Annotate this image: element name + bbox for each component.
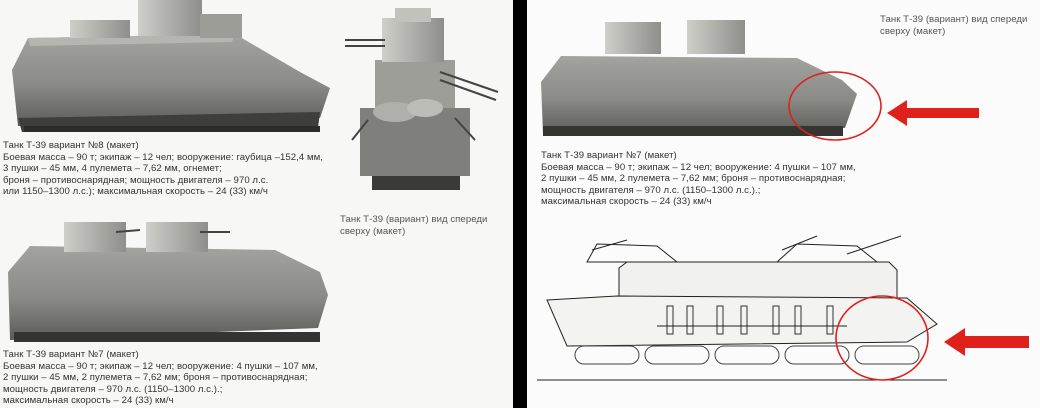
tank-photo-v8 bbox=[12, 0, 330, 132]
left-scan-page bbox=[0, 0, 513, 408]
right-scan-page bbox=[527, 0, 1040, 408]
panel-divider bbox=[513, 0, 527, 408]
tank-photo-v7 bbox=[8, 222, 328, 342]
arrow-right-icon bbox=[887, 100, 979, 126]
tank-line-drawing bbox=[537, 236, 947, 380]
left-photos bbox=[0, 0, 513, 408]
caption-t39-front-left: Танк Т-39 (вариант) вид спереди сверху (макет) bbox=[340, 214, 488, 237]
arrow-right-icon bbox=[944, 328, 1029, 356]
caption-t39-v7-left: Танк Т-39 вариант №7 (макет) Боевая масса – 90 т; экипаж – 12 чел; вооружение: 4 пушки – 107 мм, 2 пушки – 45 мм, 2 пулемета – 7,62 мм; броня – противоснарядная; мощность двигателя – 970 л.с. (1150–1300 л.с.).; максимальная скорость – 24 (33) км/ч bbox=[3, 349, 318, 407]
tank-photo-front bbox=[345, 8, 498, 190]
caption-t39-v7-right: Танк Т-39 вариант №7 (макет) Боевая масса – 90 т; экипаж – 12 чел; вооружение: 4 пушки – 107 мм, 2 пушки – 45 мм, 2 пулемета – 7,62 мм; броня – противоснарядная; мощность двигателя – 970 л.с. (1150–1300 л.с.).; максимальная скорость – 24 (33) км/ч bbox=[541, 150, 856, 208]
caption-t39-v8: Танк Т-39 вариант №8 (макет) Боевая масса – 90 т; экипаж – 12 чел; вооружение: гаубица –152,4 мм, 3 пушки – 45 мм, 4 пулемета – 7,62 мм, огнемет; броня – противоснарядная; мощность двигателя – 970 л.с. или 1150–1300 л.с.); максимальная скорость – 24 (33) км/ч bbox=[3, 140, 323, 198]
caption-t39-front-right: Танк Т-39 (вариант) вид спереди сверху (макет) bbox=[880, 14, 1028, 37]
